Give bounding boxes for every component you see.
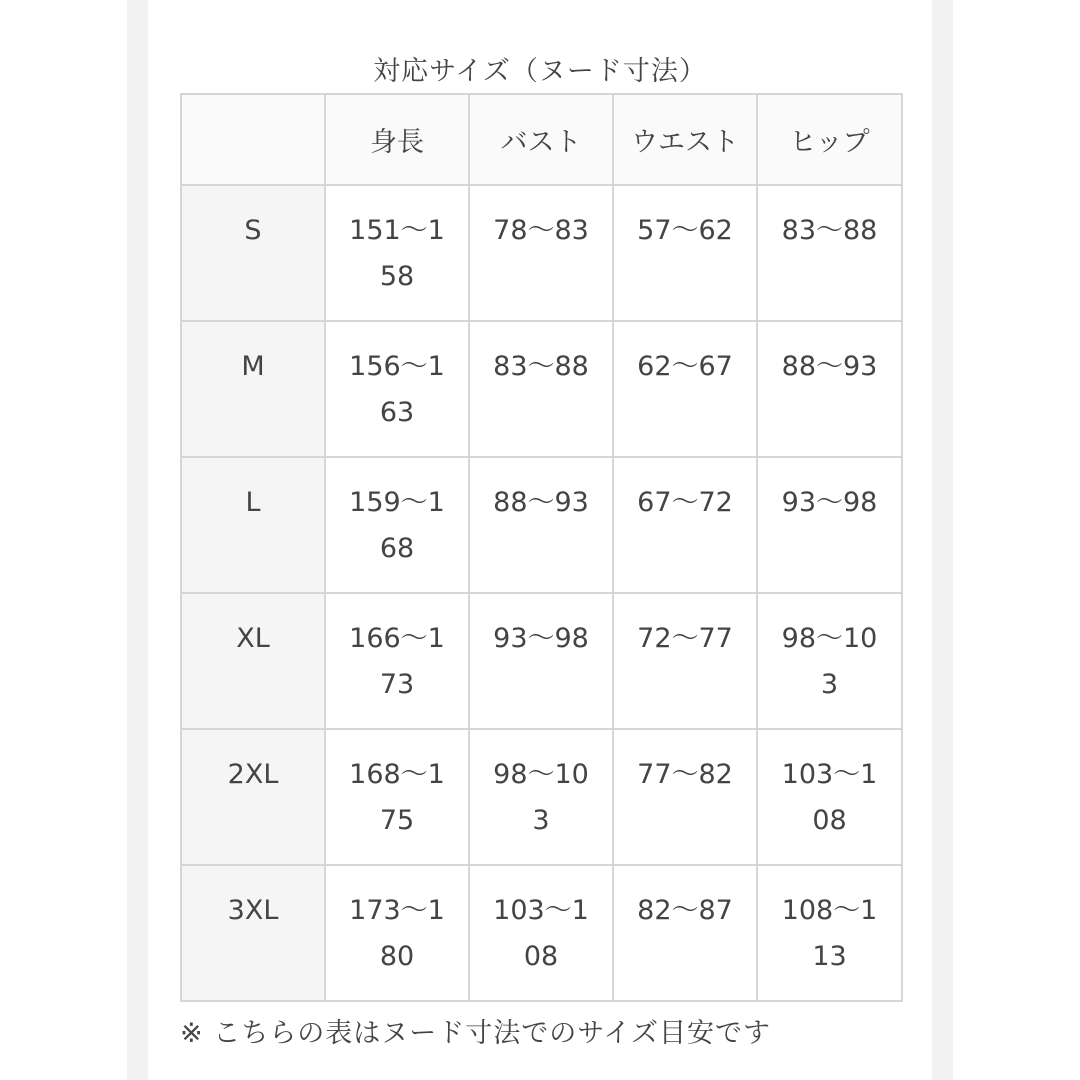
bust-value: 78〜83 [493, 215, 589, 246]
hip-value: 93〜98 [781, 487, 878, 518]
row-size-label [181, 321, 325, 457]
bust-cell [469, 593, 613, 729]
height-value: 151〜158 [349, 215, 445, 292]
waist-value: 77〜82 [637, 759, 733, 790]
waist-cell [613, 593, 757, 729]
height-value: 166〜173 [349, 623, 445, 700]
bust-cell [469, 321, 613, 457]
table-row [181, 457, 902, 593]
height-cell [325, 185, 469, 321]
height-value: 156〜163 [349, 351, 445, 428]
header-waist: ウエスト [613, 94, 757, 185]
bust-value: 93〜98 [493, 623, 589, 654]
bust-cell [469, 729, 613, 865]
hip-value: 98〜103 [781, 623, 878, 700]
row-size-label [181, 865, 325, 1001]
table-row [181, 865, 902, 1001]
size-label-text: 2XL [227, 759, 279, 790]
waist-value: 82〜87 [637, 895, 733, 926]
size-label-text: S [244, 215, 262, 246]
hip-value: 88〜93 [781, 351, 878, 382]
row-size-label [181, 457, 325, 593]
bust-cell [469, 457, 613, 593]
size-label-text: XL [236, 623, 270, 654]
bust-cell [469, 185, 613, 321]
height-cell [325, 457, 469, 593]
height-cell [325, 865, 469, 1001]
size-label-text: L [245, 487, 261, 518]
header-height: 身長 [325, 94, 469, 185]
size-label-text: 3XL [227, 895, 279, 926]
size-note: ※ こちらの表はヌード寸法でのサイズ目安です [180, 1018, 772, 1049]
table-row [181, 321, 902, 457]
table-row [181, 185, 902, 321]
hip-cell [757, 865, 902, 1001]
hip-cell [757, 729, 902, 865]
hip-value: 83〜88 [781, 215, 878, 246]
height-cell [325, 729, 469, 865]
waist-cell [613, 185, 757, 321]
size-table [180, 93, 903, 1002]
height-cell [325, 321, 469, 457]
row-size-label [181, 593, 325, 729]
waist-cell [613, 729, 757, 865]
hip-cell [757, 593, 902, 729]
bust-value: 88〜93 [493, 487, 589, 518]
size-label-text: M [241, 351, 265, 382]
table-row [181, 593, 902, 729]
hip-value: 103〜108 [781, 759, 878, 836]
waist-value: 72〜77 [637, 623, 733, 654]
header-corner [181, 94, 325, 185]
hip-cell [757, 321, 902, 457]
bust-cell [469, 865, 613, 1001]
waist-value: 62〜67 [637, 351, 733, 382]
left-margin-panel [0, 0, 127, 1080]
hip-cell [757, 457, 902, 593]
waist-cell [613, 321, 757, 457]
hip-value: 108〜113 [781, 895, 878, 972]
right-margin-panel [953, 0, 1080, 1080]
header-bust: バスト [469, 94, 613, 185]
waist-value: 67〜72 [637, 487, 733, 518]
bust-value: 103〜108 [493, 895, 589, 972]
hip-cell [757, 185, 902, 321]
waist-value: 57〜62 [637, 215, 733, 246]
height-cell [325, 593, 469, 729]
height-value: 168〜175 [349, 759, 445, 836]
table-row [181, 729, 902, 865]
header-hip: ヒップ [757, 94, 902, 185]
waist-cell [613, 865, 757, 1001]
table-caption: 対応サイズ（ヌード寸法） [373, 56, 707, 87]
bust-value: 83〜88 [493, 351, 589, 382]
height-value: 173〜180 [349, 895, 445, 972]
row-size-label [181, 185, 325, 321]
waist-cell [613, 457, 757, 593]
bust-value: 98〜103 [493, 759, 589, 836]
row-size-label [181, 729, 325, 865]
height-value: 159〜168 [349, 487, 445, 564]
table-header-row [181, 94, 902, 185]
